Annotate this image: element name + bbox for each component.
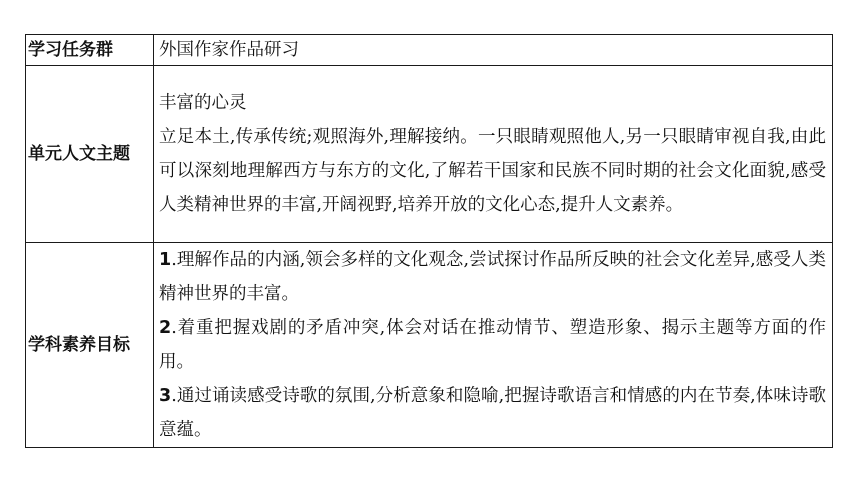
goal-item-3: [159, 379, 826, 447]
task-group-value: 外国作家作品研习: [154, 35, 833, 66]
unit-theme-content: [154, 66, 833, 243]
table-row-task-group: [26, 35, 833, 66]
task-group-label: 学习任务群: [26, 35, 154, 66]
literacy-goals-label: 学科素养目标: [26, 243, 154, 448]
unit-theme-label: 单元人文主题: [26, 66, 154, 243]
table-row-unit-theme: [26, 66, 833, 243]
unit-theme-subtitle: 丰富的心灵: [159, 93, 247, 113]
goal-item-1: [159, 243, 826, 311]
goal-text-3: .通过诵读感受诗歌的氛围,分析意象和隐喻,把握诗歌语言和情感的内在节奏,体味诗歌意蕴。: [159, 386, 826, 440]
curriculum-table: [25, 34, 833, 448]
unit-theme-body: 立足本土,传承传统;观照海外,理解接纳。一只眼睛观照他人,另一只眼睛审视自我,由此可以深刻地理解西方与东方的文化,了解若干国家和民族不同时期的社会文化面貌,感受人类精神世界的丰富,开阔视野,培养开放的文化心态,提升人文素养。: [159, 127, 826, 215]
goal-number-2: 2: [159, 318, 172, 338]
goal-number-1: 1: [159, 250, 172, 270]
goal-item-2: [159, 311, 826, 379]
goal-text-1: .理解作品的内涵,领会多样的文化观念,尝试探讨作品所反映的社会文化差异,感受人类精神世界的丰富。: [159, 250, 826, 304]
goal-number-3: 3: [159, 386, 172, 406]
literacy-goals-content: [154, 243, 833, 448]
table-row-literacy-goals: [26, 243, 833, 448]
goal-text-2: .着重把握戏剧的矛盾冲突,体会对话在推动情节、塑造形象、揭示主题等方面的作用。: [159, 318, 826, 372]
